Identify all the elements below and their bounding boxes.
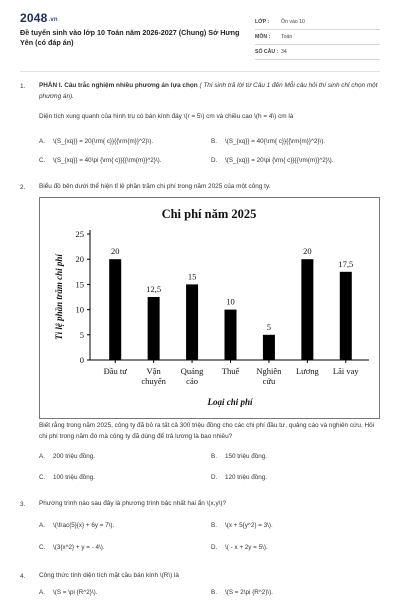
site-logo[interactable] xyxy=(20,11,58,25)
meta-row-count xyxy=(255,45,380,60)
bar xyxy=(109,259,121,360)
question-text: Phương trình nào sau đây là phương trình bậc nhất hai ẩn \(x,y\)? xyxy=(39,500,227,507)
meta-key: SỐ CÂU : xyxy=(255,49,279,55)
part-title: PHẦN I. Câu trắc nghiệm nhiều phương án lựa chọn xyxy=(39,82,198,89)
question-text: Biểu đồ bên dưới thể hiện tỉ lệ phần trăm chi phí trong năm 2025 của một công ty. xyxy=(39,183,271,190)
part-heading xyxy=(39,80,379,102)
option-label: C. xyxy=(39,157,46,164)
option-label: B. xyxy=(211,589,217,596)
x-tick-label: Lãi vay xyxy=(332,366,359,376)
page-title: Đề tuyển sinh vào lớp 10 Toán năm 2026-2027 (Chung) Sở Hưng Yên (có đáp án) xyxy=(20,28,240,47)
data-label: 10 xyxy=(226,296,235,307)
answer-option-d[interactable] xyxy=(211,474,267,481)
y-tick-label: 15 xyxy=(75,279,84,290)
y-tick-label: 20 xyxy=(75,254,84,265)
data-label: 15 xyxy=(187,271,197,282)
page-header xyxy=(0,0,400,62)
bar xyxy=(148,297,160,360)
y-tick-label: 25 xyxy=(75,229,84,239)
x-tick-label: Thuế xyxy=(221,366,240,376)
bar-chart xyxy=(39,197,380,419)
option-label: A. xyxy=(39,138,45,145)
question-number: 1. xyxy=(20,83,26,90)
answer-option-b[interactable] xyxy=(211,522,273,529)
option-text: 100 triệu đồng. xyxy=(53,474,96,481)
logo-text: 2048 xyxy=(20,11,48,25)
exam-meta xyxy=(255,15,380,60)
answer-option-c[interactable] xyxy=(39,544,105,551)
meta-value: 34 xyxy=(281,49,287,55)
question-number: 4. xyxy=(20,573,26,580)
bar xyxy=(301,259,313,360)
option-label: A. xyxy=(39,453,45,460)
x-axis-label: Loại chi phí xyxy=(207,397,253,407)
option-label: B. xyxy=(211,453,217,460)
option-text: \(S_{xq}} = 20\pi {\rm{ c}}{{\rm{m}}^2}\). xyxy=(225,157,334,164)
x-tick-label: Quảng xyxy=(180,366,204,376)
answer-option-a[interactable] xyxy=(39,522,114,529)
answer-option-c[interactable] xyxy=(39,474,95,481)
x-tick-label: Nghiên xyxy=(256,366,282,376)
option-text: \(S = 2\pi {R^2}\). xyxy=(225,589,273,596)
answer-option-d[interactable] xyxy=(211,544,268,551)
answer-option-c[interactable] xyxy=(39,157,162,164)
bar xyxy=(340,272,352,360)
question-text: Diện tích xung quanh của hình trụ có bán kính đáy \(r = 5\) cm và chiều cao \(h = 4\) cm là xyxy=(39,113,294,120)
option-text: \(\frac{5}{x} + 6y = 7\). xyxy=(53,522,115,529)
meta-value: Toán xyxy=(281,34,293,40)
data-label: 17,5 xyxy=(338,258,354,269)
y-tick-label: 10 xyxy=(75,304,84,315)
bar xyxy=(186,284,198,360)
data-label: 5 xyxy=(266,321,272,332)
option-label: A. xyxy=(39,522,45,529)
meta-row-subject xyxy=(255,30,380,45)
option-text: \(S_{xq}} = 40{\rm{ c}}{{\rm{m}}^2}\). xyxy=(225,138,326,145)
question-text-continued: Biết rằng trong năm 2025, công ty đã bỏ ra tất cả 300 triệu đồng cho các chi phí đầu tư, quảng cáo và nghiên cứu. Hỏi chi phí trong năm đó mà công ty đã dùng để trả lương là bao nhiêu? xyxy=(39,422,375,440)
bar xyxy=(263,335,275,360)
x-tick-label: chuyển xyxy=(141,376,166,386)
question-number: 2. xyxy=(20,184,26,191)
option-label: A. xyxy=(39,589,45,596)
meta-key: MÔN : xyxy=(255,34,271,40)
option-text: 120 triệu đồng. xyxy=(225,474,268,481)
answer-option-b[interactable] xyxy=(211,453,267,460)
option-label: D. xyxy=(211,157,218,164)
option-label: C. xyxy=(39,544,46,551)
option-text: 200 triệu đồng. xyxy=(53,453,96,460)
y-axis-label: Tỉ lệ phần trăm chi phí xyxy=(54,254,64,340)
answer-option-b[interactable] xyxy=(211,138,325,145)
part-note: ( Thí sinh trả lời từ Câu 1 đến Mỗi câu hỏi thí sinh chỉ chọn một phương án). xyxy=(39,82,378,100)
data-label: 12,5 xyxy=(146,284,162,294)
option-label: D. xyxy=(211,474,218,481)
option-label: B. xyxy=(211,522,217,529)
answer-option-a[interactable] xyxy=(39,453,95,460)
x-tick-label: Lương xyxy=(295,366,319,376)
data-label: 20 xyxy=(303,246,312,257)
option-text: \(S_{xq}} = 20{\rm{ c}}{{\rm{m}}^2}\). xyxy=(53,138,154,145)
option-label: B. xyxy=(211,138,217,145)
data-label: 20 xyxy=(110,246,120,257)
y-tick-label: 0 xyxy=(79,355,84,365)
meta-value: Ôn vào 10 xyxy=(281,19,305,25)
option-text: \(S = \pi {R^2}\). xyxy=(53,589,98,596)
option-label: C. xyxy=(39,474,46,481)
option-text: \( - x + 2y = 5\). xyxy=(225,544,268,551)
question-text: Công thức tính diện tích mặt cầu bán kính \(R\) là xyxy=(39,572,179,579)
y-tick-label: 5 xyxy=(79,329,84,340)
x-tick-label: cứu xyxy=(262,376,276,386)
meta-row-class xyxy=(255,15,380,30)
x-tick-label: Vận xyxy=(146,366,161,376)
option-text: \(x + 5{y^2} = 3\). xyxy=(225,522,273,529)
answer-option-d[interactable] xyxy=(211,157,334,164)
bar-chart-svg xyxy=(40,198,379,418)
answer-option-b[interactable] xyxy=(211,589,273,596)
meta-key: LỚP : xyxy=(255,19,270,25)
option-text: 150 triệu đồng. xyxy=(225,453,268,460)
bar xyxy=(225,310,237,360)
answer-option-a[interactable] xyxy=(39,589,97,596)
logo-suffix: .vn xyxy=(48,17,58,23)
option-label: D. xyxy=(211,544,218,551)
answer-option-a[interactable] xyxy=(39,138,153,145)
header-divider xyxy=(20,71,380,72)
x-tick-label: cáo xyxy=(186,376,198,386)
question-number: 3. xyxy=(20,501,26,508)
option-text: \(S_{xq}} = 40\pi {\rm{ c}}{{\rm{m}}^2}\). xyxy=(53,157,162,164)
option-text: \(3{x^2} + y = - 4\). xyxy=(53,544,105,551)
x-tick-label: Đầu tư xyxy=(103,366,127,376)
chart-title: Chi phí năm 2025 xyxy=(161,207,257,221)
